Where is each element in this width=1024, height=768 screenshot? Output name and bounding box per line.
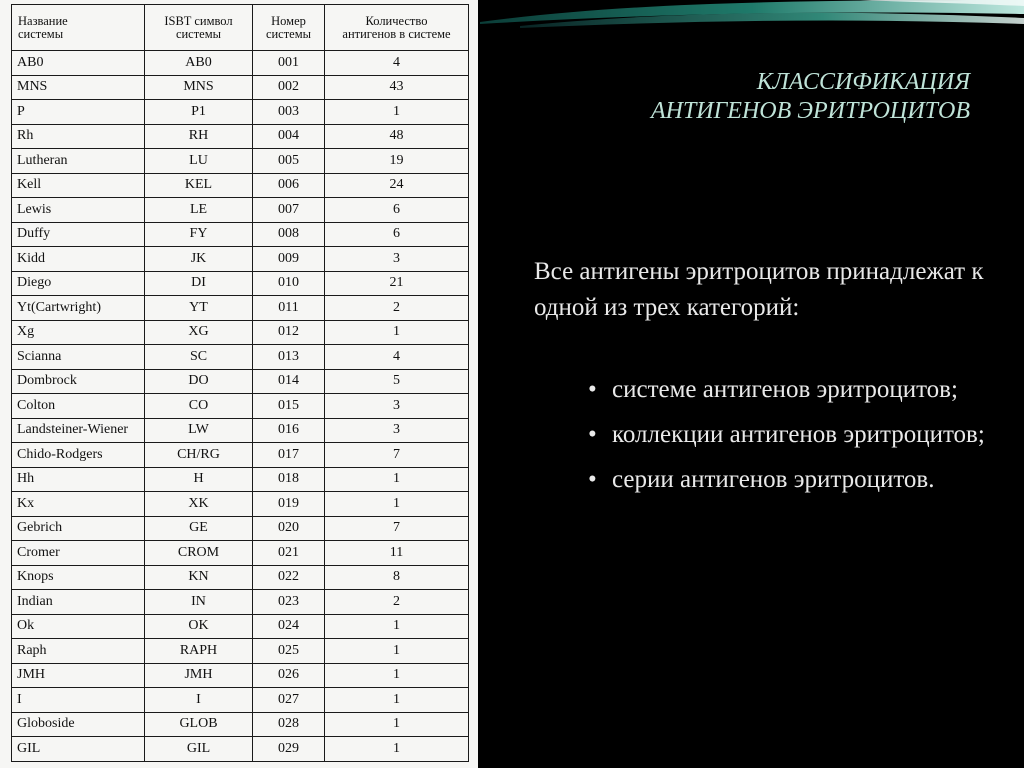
system-name-cell: Ok	[12, 614, 145, 639]
isbt-symbol-cell: KEL	[145, 173, 253, 198]
antigen-systems-table	[11, 4, 469, 762]
system-name-cell: Knops	[12, 565, 145, 590]
table-row	[12, 173, 469, 198]
table-row	[12, 467, 469, 492]
isbt-symbol-cell: RAPH	[145, 639, 253, 664]
category-list	[588, 372, 988, 507]
isbt-symbol-cell: DI	[145, 271, 253, 296]
table-row	[12, 222, 469, 247]
antigen-count-cell: 1	[325, 663, 469, 688]
table-row	[12, 198, 469, 223]
table-row	[12, 394, 469, 419]
table-row	[12, 296, 469, 321]
system-name-cell: Raph	[12, 639, 145, 664]
table-row	[12, 369, 469, 394]
isbt-symbol-cell: OK	[145, 614, 253, 639]
isbt-symbol-cell: XG	[145, 320, 253, 345]
system-name-cell: Diego	[12, 271, 145, 296]
antigen-count-cell: 6	[325, 222, 469, 247]
header-line: ISBT символ	[164, 13, 233, 28]
system-name-cell: Chido-Rodgers	[12, 443, 145, 468]
system-number-cell: 017	[253, 443, 325, 468]
antigen-count-cell: 1	[325, 320, 469, 345]
system-number-cell: 028	[253, 712, 325, 737]
antigen-count-cell: 1	[325, 712, 469, 737]
table-row	[12, 271, 469, 296]
system-name-cell: Kell	[12, 173, 145, 198]
slide-title	[490, 68, 970, 126]
system-name-cell: I	[12, 688, 145, 713]
system-number-cell: 027	[253, 688, 325, 713]
isbt-symbol-cell: CROM	[145, 541, 253, 566]
isbt-symbol-cell: P1	[145, 100, 253, 125]
system-number-cell: 024	[253, 614, 325, 639]
antigen-count-cell: 24	[325, 173, 469, 198]
system-name-cell: Duffy	[12, 222, 145, 247]
system-name-cell: Cromer	[12, 541, 145, 566]
antigen-count-cell: 43	[325, 75, 469, 100]
antigen-count-cell: 4	[325, 51, 469, 76]
table-row	[12, 124, 469, 149]
category-item	[588, 372, 988, 408]
isbt-symbol-cell: RH	[145, 124, 253, 149]
table-row	[12, 516, 469, 541]
table-row	[12, 712, 469, 737]
antigen-count-cell: 6	[325, 198, 469, 223]
antigen-count-cell: 48	[325, 124, 469, 149]
title-line-1: КЛАССИФИКАЦИЯ	[756, 69, 970, 95]
antigen-systems-table-panel	[0, 0, 478, 768]
system-number-cell: 006	[253, 173, 325, 198]
antigen-count-cell: 1	[325, 492, 469, 517]
system-name-cell: GIL	[12, 737, 145, 762]
system-number-cell: 025	[253, 639, 325, 664]
antigen-count-cell: 1	[325, 737, 469, 762]
header-line: Номер	[271, 13, 306, 28]
isbt-symbol-cell: CO	[145, 394, 253, 419]
isbt-symbol-cell: SC	[145, 345, 253, 370]
system-number-cell: 019	[253, 492, 325, 517]
table-row	[12, 565, 469, 590]
system-name-cell: Xg	[12, 320, 145, 345]
system-number-cell: 011	[253, 296, 325, 321]
system-number-cell: 004	[253, 124, 325, 149]
category-text: коллекции антигенов эритроцитов;	[612, 421, 985, 448]
antigen-count-cell: 3	[325, 418, 469, 443]
table-row	[12, 149, 469, 174]
system-name-cell: Globoside	[12, 712, 145, 737]
system-name-cell: P	[12, 100, 145, 125]
antigen-count-cell: 21	[325, 271, 469, 296]
table-row	[12, 51, 469, 76]
table-row	[12, 614, 469, 639]
category-text: серии антигенов эритроцитов.	[612, 466, 935, 493]
system-name-cell: Landsteiner-Wiener	[12, 418, 145, 443]
antigen-count-cell: 4	[325, 345, 469, 370]
antigen-count-cell: 11	[325, 541, 469, 566]
header-line: Название	[18, 13, 68, 28]
system-number-cell: 022	[253, 565, 325, 590]
table-row	[12, 663, 469, 688]
system-name-cell: Gebrich	[12, 516, 145, 541]
category-item	[588, 462, 988, 498]
system-number-cell: 008	[253, 222, 325, 247]
isbt-symbol-cell: LU	[145, 149, 253, 174]
system-number-cell: 016	[253, 418, 325, 443]
isbt-symbol-cell: YT	[145, 296, 253, 321]
bullet-icon: •	[588, 421, 597, 448]
antigen-count-cell: 1	[325, 100, 469, 125]
isbt-symbol-cell: KN	[145, 565, 253, 590]
decorative-swoosh	[480, 0, 1024, 40]
header-line: системы	[175, 26, 222, 41]
table-row	[12, 443, 469, 468]
table-row	[12, 492, 469, 517]
system-number-cell: 009	[253, 247, 325, 272]
isbt-symbol-cell: IN	[145, 590, 253, 615]
system-number-cell: 021	[253, 541, 325, 566]
table-row	[12, 100, 469, 125]
header-antigen-count	[325, 5, 469, 51]
antigen-count-cell: 3	[325, 394, 469, 419]
system-number-cell: 014	[253, 369, 325, 394]
system-number-cell: 001	[253, 51, 325, 76]
system-number-cell: 013	[253, 345, 325, 370]
bullet-icon: •	[588, 376, 597, 403]
system-number-cell: 029	[253, 737, 325, 762]
table-row	[12, 737, 469, 762]
table-row	[12, 320, 469, 345]
table-row	[12, 541, 469, 566]
system-number-cell: 026	[253, 663, 325, 688]
system-number-cell: 010	[253, 271, 325, 296]
system-name-cell: AB0	[12, 51, 145, 76]
system-name-cell: Scianna	[12, 345, 145, 370]
header-line: Количество	[365, 13, 428, 28]
system-name-cell: Lutheran	[12, 149, 145, 174]
isbt-symbol-cell: I	[145, 688, 253, 713]
isbt-symbol-cell: H	[145, 467, 253, 492]
table-row	[12, 688, 469, 713]
antigen-count-cell: 1	[325, 639, 469, 664]
isbt-symbol-cell: CH/RG	[145, 443, 253, 468]
system-number-cell: 023	[253, 590, 325, 615]
system-name-cell: MNS	[12, 75, 145, 100]
isbt-symbol-cell: GIL	[145, 737, 253, 762]
system-number-cell: 005	[253, 149, 325, 174]
isbt-symbol-cell: GLOB	[145, 712, 253, 737]
table-row	[12, 345, 469, 370]
isbt-symbol-cell: JK	[145, 247, 253, 272]
isbt-symbol-cell: GE	[145, 516, 253, 541]
system-number-cell: 015	[253, 394, 325, 419]
antigen-count-cell: 2	[325, 296, 469, 321]
header-isbt-symbol	[145, 5, 253, 51]
system-name-cell: Kx	[12, 492, 145, 517]
category-item	[588, 417, 988, 453]
antigen-count-cell: 3	[325, 247, 469, 272]
isbt-symbol-cell: MNS	[145, 75, 253, 100]
header-system-number	[253, 5, 325, 51]
header-line: системы	[18, 26, 64, 41]
system-number-cell: 018	[253, 467, 325, 492]
isbt-symbol-cell: JMH	[145, 663, 253, 688]
isbt-symbol-cell: LW	[145, 418, 253, 443]
table-row	[12, 247, 469, 272]
category-text: системе антигенов эритроцитов;	[612, 376, 958, 403]
title-line-2: АНТИГЕНОВ ЭРИТРОЦИТОВ	[650, 98, 970, 124]
header-line: антигенов в системе	[342, 26, 451, 41]
system-name-cell: Rh	[12, 124, 145, 149]
antigen-count-cell: 8	[325, 565, 469, 590]
table-row	[12, 639, 469, 664]
isbt-symbol-cell: DO	[145, 369, 253, 394]
system-number-cell: 002	[253, 75, 325, 100]
system-number-cell: 012	[253, 320, 325, 345]
system-name-cell: Hh	[12, 467, 145, 492]
bullet-icon: •	[588, 466, 597, 493]
antigen-count-cell: 1	[325, 688, 469, 713]
table-row	[12, 75, 469, 100]
system-number-cell: 003	[253, 100, 325, 125]
table-row	[12, 590, 469, 615]
intro-text: Все антигены эритроцитов принадлежат к одной из трех категорий:	[534, 258, 984, 321]
antigen-count-cell: 7	[325, 443, 469, 468]
table-header	[12, 5, 469, 51]
isbt-symbol-cell: FY	[145, 222, 253, 247]
isbt-symbol-cell: AB0	[145, 51, 253, 76]
table-body	[12, 51, 469, 762]
system-name-cell: Colton	[12, 394, 145, 419]
antigen-count-cell: 1	[325, 614, 469, 639]
isbt-symbol-cell: XK	[145, 492, 253, 517]
header-line: системы	[265, 26, 312, 41]
antigen-count-cell: 7	[325, 516, 469, 541]
system-name-cell: Kidd	[12, 247, 145, 272]
antigen-count-cell: 5	[325, 369, 469, 394]
table-row	[12, 418, 469, 443]
antigen-count-cell: 1	[325, 467, 469, 492]
antigen-count-cell: 2	[325, 590, 469, 615]
isbt-symbol-cell: LE	[145, 198, 253, 223]
system-number-cell: 007	[253, 198, 325, 223]
system-number-cell: 020	[253, 516, 325, 541]
system-name-cell: Dombrock	[12, 369, 145, 394]
system-name-cell: Yt(Cartwright)	[12, 296, 145, 321]
header-system-name	[12, 5, 145, 51]
antigen-count-cell: 19	[325, 149, 469, 174]
system-name-cell: Lewis	[12, 198, 145, 223]
system-name-cell: JMH	[12, 663, 145, 688]
system-name-cell: Indian	[12, 590, 145, 615]
